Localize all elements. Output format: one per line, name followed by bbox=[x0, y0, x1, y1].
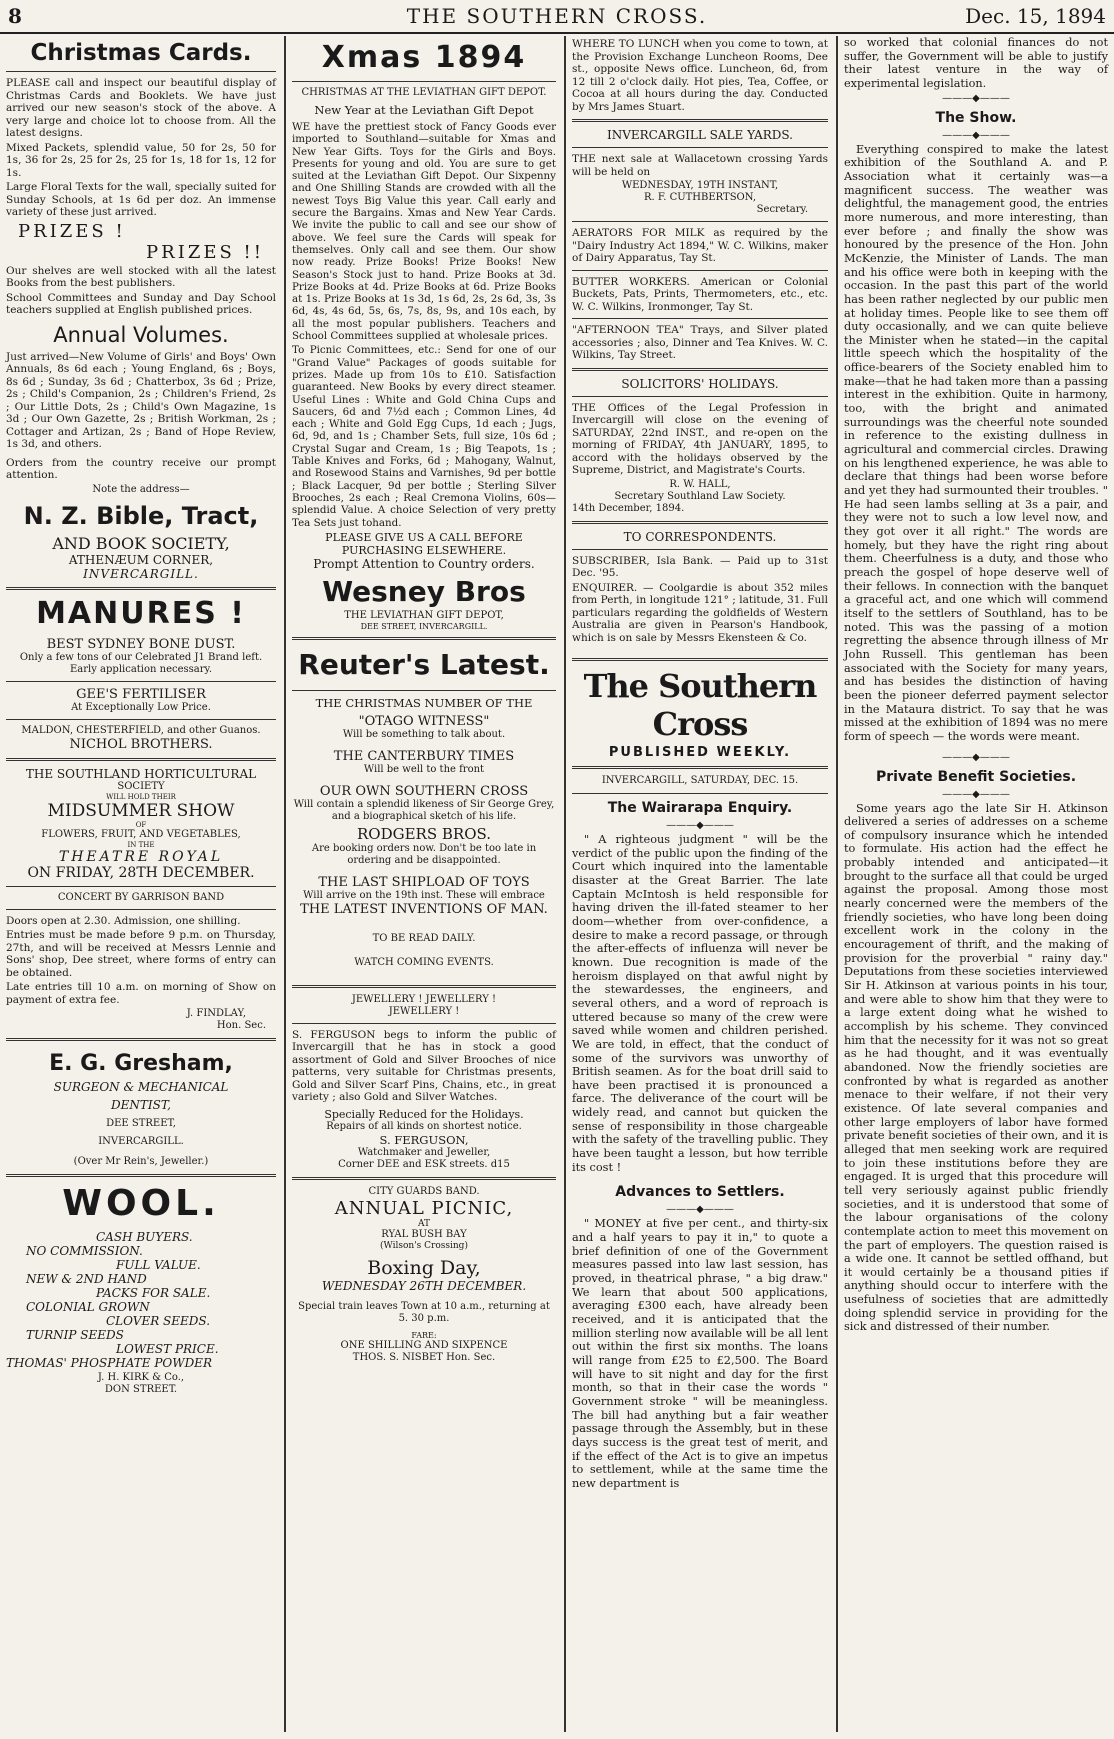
repairs-note: Repairs of all kinds on shortest notice. bbox=[326, 1120, 522, 1132]
prizes-body: Our shelves are well stocked with all the latest Books from the best publishers. bbox=[6, 264, 276, 289]
correspondents-heading: TO CORRESPONDENTS. bbox=[623, 529, 777, 544]
divider bbox=[572, 549, 828, 550]
book-society: AND BOOK SOCIETY, bbox=[52, 533, 230, 553]
fare-label: FARE: bbox=[411, 1330, 437, 1340]
gees-price: At Exceptionally Low Price. bbox=[71, 701, 211, 713]
maldon-guanos: MALDON, CHESTERFIELD, and other Guanos. bbox=[21, 724, 261, 736]
show-body: Everything conspired to make the latest exhibition of the Southland A. and P. Association what it certainly was—a magnificent success. The weather was delightful, the management good, the entries more numerous, and more interesting, than ever before ; and finally the show was honoured by the presence of the Hon. John McKenzie, the Minister of Lands. The man and his office were both in keeping with the occasion. In the past this part of the world has been rather neglected by our public men at holiday times. People like to see them off duty occasionally, and we can quite believe the Minister when he stated—in the capital little speech which the hospitality of the office-bearers of the Society enabled him to make—that he had taken more than a passing interest in the exhibition. Quite in harmony, too, with the bright and animated surroundings was the cheerful note sounded in reference to the existing dullness in agricultural and commercial circles. Drawing on his lengthened experience, he was able to declare that things had been worse before and yet they had surmounted their troubles. " He had seen lambs selling at 3s a pair, and they were not to such a low level now, and they got over it all right." The words are homely, but they have the right ring about them. Cheerfulness is a duty, and those who preach the gospel of hope deserve well of their fellows. In connection with the banquet a graceful act, and one which will commend itself to the settlers of Southland, has to be noted. This was the passing of a motion regretting the absence through illness of Mr John Russell. This gentleman has been associated with the Society for many years, and has besides the distinction of having been the pioneer deferred payment selector in the Mataura district. To say that he was missed at the exhibition of 1894 was no mere form of speech — the words were meant. bbox=[844, 142, 1108, 743]
dentist-label: DENTIST, bbox=[111, 1098, 171, 1112]
lowest-price: LOWEST PRICE. bbox=[116, 1342, 219, 1356]
invercargill-label-2: INVERCARGILL. bbox=[98, 1136, 184, 1147]
christmas-cards-body: PLEASE call and inspect our beautiful display of Christmas Cards and Booklets. We have just arrived our new season's stock of the above. A very large and choice lot to choose from. All the latest designs. bbox=[6, 77, 276, 139]
nichol-brothers: NICHOL BROTHERS. bbox=[69, 736, 213, 752]
divider bbox=[572, 396, 828, 397]
divider bbox=[6, 71, 276, 72]
leviathan-gift-depot: CHRISTMAS AT THE LEVIATHAN GIFT DEPOT. bbox=[301, 87, 547, 98]
late-entries-note: Late entries till 10 a.m. on morning of Show on payment of extra fee. bbox=[6, 981, 276, 1006]
solicitors-heading: SOLICITORS' HOLIDAYS. bbox=[621, 376, 779, 391]
clover-seeds: CLOVER SEEDS. bbox=[106, 1314, 211, 1328]
last-shipload: THE LAST SHIPLOAD OF TOYS bbox=[318, 874, 530, 890]
wairarapa-heading: The Wairarapa Enquiry. bbox=[607, 800, 793, 816]
otago-witness-sub: Will be something to talk about. bbox=[342, 728, 506, 740]
prizes-heading-1: PRIZES ! bbox=[18, 220, 126, 242]
orders-note: Orders from the country receive our prompt attention. bbox=[6, 456, 276, 481]
otago-witness: "OTAGO WITNESS" bbox=[358, 713, 490, 729]
last-shipload-sub: Will arrive on the 19th inst. These will embrace bbox=[303, 889, 545, 901]
published-weekly: PUBLISHED WEEKLY. bbox=[608, 745, 792, 760]
surgeon-label: SURGEON & MECHANICAL bbox=[53, 1080, 229, 1094]
new-hand: NEW & 2ND HAND bbox=[26, 1272, 147, 1286]
bone-dust-note: Only a few tons of our Celebrated J1 Brand left. Early application necessary. bbox=[19, 651, 263, 675]
rodgers-sub: Are booking orders now. Don't be too late in ordering and be disappointed. bbox=[311, 842, 537, 866]
christmas-packets: Mixed Packets, splendid value, 50 for 2s, 50 for 1s, 36 for 2s, 25 for 2s, 25 for 1s, 18 for 1s, 12 for 1s. bbox=[6, 141, 276, 179]
our-own-sub: Will contain a splendid likeness of Sir George Grey, and a biographical sketch of his life. bbox=[293, 798, 555, 822]
southern-cross-masthead: The Southern Cross bbox=[583, 667, 817, 743]
prizes-heading-2: PRIZES !! bbox=[146, 241, 264, 263]
wool-heading: WOOL. bbox=[62, 1183, 220, 1224]
divider bbox=[6, 681, 276, 682]
subscriber-note: SUBSCRIBER, Isla Bank. — Paid up to 31st Dec. '95. bbox=[572, 554, 828, 579]
divider bbox=[292, 1023, 556, 1024]
hall-date: 14th December, 1894. bbox=[572, 502, 685, 514]
nz-bible-tract: N. Z. Bible, Tract, bbox=[23, 501, 259, 530]
column-4 bbox=[836, 36, 1114, 1732]
divider bbox=[572, 270, 828, 271]
divider-ornament: ———◆——— bbox=[942, 129, 1010, 141]
sale-date: WEDNESDAY, 19TH INSTANT, bbox=[621, 180, 779, 191]
divider bbox=[292, 985, 556, 988]
concert-note: CONCERT BY GARRISON BAND bbox=[57, 891, 225, 903]
kirk-co: J. H. KIRK & Co., bbox=[97, 1372, 185, 1383]
divider bbox=[6, 886, 276, 887]
wesney-bros: Wesney Bros bbox=[322, 574, 526, 608]
masthead-title: THE SOUTHERN CROSS. bbox=[406, 4, 708, 28]
findlay-signature: J. FINDLAY, bbox=[186, 1008, 246, 1019]
divider-ornament: ———◆——— bbox=[942, 92, 1010, 104]
divider bbox=[572, 521, 828, 524]
column-2 bbox=[284, 36, 562, 1732]
of-label: OF bbox=[135, 820, 147, 829]
prizes-body-2: School Committees and Sunday and Day School teachers supplied at English published prices. bbox=[6, 291, 276, 316]
private-benefit-heading: Private Benefit Societies. bbox=[875, 768, 1077, 785]
hon-sec: Hon. Sec. bbox=[216, 1020, 266, 1031]
leviathan-depot-address: THE LEVIATHAN GIFT DEPOT, bbox=[344, 609, 504, 621]
ryal-bush-bay: RYAL BUSH BAY bbox=[381, 1228, 467, 1240]
butter-workers-ad: BUTTER WORKERS. American or Colonial Buckets, Pats, Prints, Thermometers, etc., etc. W. C. Wilkins, Ironmonger, Tay St. bbox=[572, 275, 828, 313]
reuters-latest-heading: Reuter's Latest. bbox=[298, 647, 550, 681]
divider bbox=[572, 221, 828, 222]
wednesday-date: WEDNESDAY 26TH DECEMBER. bbox=[321, 1278, 527, 1293]
specially-reduced: Specially Reduced for the Holidays. bbox=[324, 1107, 524, 1121]
leviathan-body-2: To Picnic Committees, etc.: Send for one of our "Grand Value" Packages of goods suitable for prizes. Made up from 10s to £10. Satisfaction guaranteed. New Books by every direct steamer. Useful Lines : White and Gold China Cups and Saucers, 6d and 7½d each ; Common Lines, 4d each ; White and Gold Egg Cups, 1d each ; Jugs, 6d, 9d, and 1s ; Chamber Sets, full size, 10s 6d ; Crystal Sugar and Cream, 1s ; Big Teapots, 1s ; Table Knives and Forks, 6d ; Mahogany, Walnut, and Rosewood Stains and Varnishes, 9d per bottle ; Black Lacquer, 9d per bottle ; Sterling Silver Brooches, 2s each ; Real Cremona Violins, 60s—splendid Value. A choice Selection of very pretty Tea Sets just tohand. bbox=[292, 344, 556, 529]
canterbury-sub: Will be well to the front bbox=[363, 763, 485, 775]
divider bbox=[292, 637, 556, 640]
turnip-seeds: TURNIP SEEDS bbox=[26, 1328, 124, 1342]
dee-street-address: DEE STREET, INVERCARGILL. bbox=[360, 621, 488, 631]
athenaeum-corner: ATHENÆUM CORNER, bbox=[68, 552, 214, 567]
sale-yards-heading: INVERCARGILL SALE YARDS. bbox=[606, 128, 793, 142]
divider-ornament: ———◆——— bbox=[666, 1204, 734, 1216]
watch-events: WATCH COMING EVENTS. bbox=[354, 956, 494, 968]
secretary: Secretary. bbox=[756, 204, 808, 215]
divider bbox=[292, 1177, 556, 1180]
divider bbox=[572, 147, 828, 148]
advances-heading: Advances to Settlers. bbox=[615, 1184, 785, 1201]
wilsons-crossing: (Wilson's Crossing) bbox=[380, 1240, 468, 1251]
hall-signature: R. W. HALL, bbox=[669, 478, 731, 490]
private-benefit-body: Some years ago the late Sir H. Atkinson delivered a series of addresses on a scheme of compulsory insurance which he intended to formulate. His action had the effect he probably intended and anticipated—it brought to the surface all that could be urged against the proposal. Among those most nearly concerned were the members of the friendly societies, who have long been doing excellent work in the colony in the encouragement of thrift, and the making of provision for the proverbial " rainy day." Deputations from these societies interviewed Sir H. Atkinson at various points in his tour, and were able to show him that they were to a large extent doing what he wished to accomplish by his scheme. They convinced him that the necessity for it was not so great as he had thought, and it was eventually abandoned. Now the friendly societies are confronted by what is regarded as another menace to their welfare, if not their very existence. Of late several companies and other large employers of labor have formed private benefit societies of their own, and it is alleged that men seeking work are required to join these institutions before they are engaged. It is urged that this procedure will tell very seriously against public friendly societies, and it is understood that some of the labour organisations of the colony contemplate action to meet this movement on the part of employers. The question raised is a wide one. It cannot be settled offhand, but it would certainly be a thousand pities if anything should occur to interfere with the usefulness of societies that are admittedly doing splendid service in providing for the sick and distressed of their number. bbox=[844, 801, 1108, 1334]
divider-ornament: ———◆——— bbox=[942, 788, 1010, 800]
hall-title: Secretary Southland Law Society. bbox=[614, 490, 786, 502]
watchmaker: Watchmaker and Jeweller, bbox=[357, 1146, 491, 1158]
purchasing-elsewhere: PURCHASING ELSEWHERE. bbox=[341, 543, 507, 557]
flowers-fruit: FLOWERS, FRUIT, AND VEGETABLES, bbox=[41, 828, 241, 840]
manures-heading: MANURES ! bbox=[36, 595, 246, 631]
theatre-royal: THEATRE ROYAL bbox=[58, 848, 224, 865]
divider bbox=[572, 119, 828, 122]
cuthbertson: R. F. CUTHBERTSON, bbox=[643, 192, 757, 203]
prompt-attention: Prompt Attention to Country orders. bbox=[313, 556, 535, 571]
canterbury-times: THE CANTERBURY TIMES bbox=[333, 748, 515, 764]
ferguson-signature: S. FERGUSON, bbox=[379, 1132, 469, 1147]
ferguson-body: S. FERGUSON begs to inform the public of Invercargill that he has in stock a good assortment of Gold and Silver Brooches of nice patterns, very suitable for Christmas presents, Gold and Silver Scarf Pins, Chains, etc., in great variety ; also Gold and Silver Watches. bbox=[292, 1028, 556, 1104]
show-date: ON FRIDAY, 28TH DECEMBER. bbox=[27, 864, 255, 881]
divider bbox=[572, 368, 828, 371]
gees-fertiliser: GEE'S FERTILISER bbox=[76, 686, 206, 702]
gresham-heading: E. G. Gresham, bbox=[49, 1051, 233, 1076]
lunch-ad: WHERE TO LUNCH when you come to town, at the Provision Exchange Luncheon Rooms, Dee st., opposite News office. Luncheon, 6d, from 12 till 2 o'clock daily. Hot pies, Tea, Coffee, or Cocoa at all hours during the day. Conducted by Mrs James Stuart. bbox=[572, 38, 828, 113]
new-year-line: New Year at the Leviathan Gift Depot bbox=[314, 103, 534, 117]
advances-body: " MONEY at five per cent., and thirty-six and a half years to pay it in," to quote a brief definition of one of the Government measures passed into law last session, has proved, in theatrical phrase, " a big draw." We learn that about 500 applications, averaging £300 each, have already been received, and it is anticipated that the million sterling now available will be all lent out within the first six months. The loans will range from £25 to £2,500. The Board will have to sit night and day for the first month, so that in their case the words " Government stroke " will be meaningless. The bill had anything but a fair weather passage through the Assembly, but in these days success is the great test of merit, and if the effect of the Act is to give an impetus to settlement, while at the same time the new department is bbox=[572, 1217, 828, 1490]
entries-note: Entries must be made before 9 p.m. on Thursday, 27th, and will be received at Messrs Lennie and Sons' shop, Dee street, where forms of entry can be obtained. bbox=[6, 929, 276, 979]
leviathan-body: WE have the prettiest stock of Fancy Goods ever imported to Southland—suitable for Xmas and New Year Gifts. Toys for the Girls and Boys. Presents for young and old. You are sure to get suited at the Leviathan Gift Depot. Our Sixpenny and One Shilling Stands are crowded with all the newest Toys Big Value this year. Call early and secure the Bargains. Xmas and New Year Cards. We invite the public to call and see our show of above. We feel sure the Cards will speak for themselves. Only call and see them. Our show now ready. Prize Books! Prize Books! New Season's Stock just to hand. Prize Books at 3d. Prize Books at 4d. Prize Books at 6d. Prize Books at 1s. Prize Books at 1s 3d, 1s 6d, 2s, 2s 6d, 3s, 3s 6d, 4s, 4s 6d, 5s, 6s, 7s, 8s, 9s, and 10s each, by all the most popular publishers. Teachers and School Committees supplied at wholesale prices. bbox=[292, 121, 556, 343]
midsummer-show: MIDSUMMER SHOW bbox=[47, 800, 235, 821]
divider bbox=[572, 793, 828, 794]
divider-ornament: ———◆——— bbox=[666, 820, 734, 831]
jewellery-heading-1: JEWELLERY ! JEWELLERY ! bbox=[351, 993, 497, 1005]
divider bbox=[572, 766, 828, 769]
jewellery-heading-2: JEWELLERY ! bbox=[388, 1005, 460, 1017]
full-value: FULL VALUE. bbox=[116, 1258, 201, 1272]
please-call: PLEASE GIVE US A CALL BEFORE bbox=[325, 530, 523, 544]
rodgers-bros: RODGERS BROS. bbox=[356, 824, 491, 843]
christmas-number: THE CHRISTMAS NUMBER OF THE bbox=[315, 695, 533, 710]
divider-ornament: ———◆——— bbox=[942, 751, 1010, 763]
in-the-label: IN THE bbox=[127, 840, 155, 849]
enquirer-note: ENQUIRER. — Coolgardie is about 352 miles from Perth, in longitude 121° ; latitude, 31. Full particulars regarding the goldfields of Western Australia are given in Pearson's Handbook, which is on sale by Messrs Ekensteen & Co. bbox=[572, 581, 828, 644]
divider bbox=[292, 81, 556, 82]
column-3 bbox=[564, 36, 834, 1732]
cash-buyers: CASH BUYERS. bbox=[96, 1230, 193, 1244]
horticultural-society-3: WILL HOLD THEIR bbox=[106, 792, 176, 801]
divider bbox=[6, 1038, 276, 1041]
don-street: DON STREET. bbox=[104, 1384, 178, 1395]
horticultural-society-2: SOCIETY bbox=[117, 780, 165, 792]
packs-for-sale: PACKS FOR SALE. bbox=[96, 1286, 211, 1300]
read-daily: TO BE READ DAILY. bbox=[372, 932, 476, 944]
divider bbox=[6, 758, 276, 761]
dateline: INVERCARGILL, SATURDAY, DEC. 15. bbox=[601, 775, 799, 786]
over-rein: (Over Mr Rein's, Jeweller.) bbox=[73, 1156, 209, 1167]
annual-picnic: ANNUAL PICNIC, bbox=[334, 1197, 514, 1219]
colonial-grown: COLONIAL GROWN bbox=[26, 1300, 150, 1314]
afternoon-tea-ad: "AFTERNOON TEA" Trays, and Silver plated accessories ; also, Dinner and Tea Knives. W. C. Wilkins, Tay Street. bbox=[572, 324, 828, 361]
wairarapa-body: " A righteous judgment " will be the verdict of the public upon the finding of the Court which inquired into the lamentable disaster at the Great Barrier. The late Captain McIntosh is held responsible for having driven the ill-fated steamer to her doom—whether from over-confidence, a desire to make a record passage, or through the after-effects of influenza will never be known. Due recognition is made of the heroism displayed on that awful night by the stewardesses, the engineers, and several others, and a word of reproach is uttered because so many of the crew were saved while women and children perished. We are told, in effect, that the conduct of some of the survivors was unworthy of British seamen. As for the boat drill said to have been practised it is pronounced a farce. The deliverance of the court will be widely read, and cannot but quicken the sense of responsibility in those chargeable with the safety of the travelling public. They have been taught a lesson, but how terrible its cost ! bbox=[572, 833, 828, 1174]
annual-volumes-body: Just arrived—New Volume of Girls' and Boys' Own Annuals, 8s 6d each ; Young England, 6s ; Boys, 8s 6d ; Sunday, 3s 6d ; Chatterbox, 3s 6d ; Prize, 2s ; Child's Companion, 2s ; Children's Friend, 2s ; Our Little Dots, 2s ; Child's Own Magazine, 1s 3d ; Our Own Gazette, 2s ; British Workman, 2s ; Cottager and Artizan, 2s ; Band of Hope Review, 1s 3d, and others. bbox=[6, 350, 276, 450]
christmas-texts: Large Floral Texts for the wall, specially suited for Sunday Schools, at 1s 6d per doz. An immense variety of these just arrived. bbox=[6, 181, 276, 218]
divider bbox=[6, 1174, 276, 1177]
divider bbox=[572, 658, 828, 661]
divider bbox=[292, 690, 556, 691]
sale-yards-body: THE next sale at Wallacetown crossing Yards will be held on bbox=[572, 153, 828, 178]
phosphate-powder: THOMAS' PHOSPHATE POWDER bbox=[6, 1356, 212, 1370]
latest-inventions: THE LATEST INVENTIONS OF MAN. bbox=[300, 901, 548, 917]
no-commission: NO COMMISSION. bbox=[26, 1244, 143, 1258]
page-date: Dec. 15, 1894 bbox=[965, 4, 1106, 28]
address-note: Note the address— bbox=[92, 483, 190, 495]
divider bbox=[6, 719, 276, 720]
page-number: 8 bbox=[8, 4, 22, 28]
nisbet-signature: THOS. S. NISBET Hon. Sec. bbox=[352, 1351, 496, 1363]
solicitors-body: THE Offices of the Legal Profession in Invercargill will close on the evening of SATURDAY, 22nd INST., and re-open on the morning of FRIDAY, 4th JANUARY, 1895, to accord with the holidays observed by the Supreme, District, and Magistrate's Courts. bbox=[572, 401, 828, 476]
bone-dust: BEST SYDNEY BONE DUST. bbox=[46, 636, 236, 652]
xmas-1894-heading: Xmas 1894 bbox=[321, 40, 527, 75]
divider bbox=[6, 909, 276, 910]
fare-value: ONE SHILLING AND SIXPENCE bbox=[340, 1339, 508, 1351]
divider bbox=[6, 587, 276, 590]
doors-note: Doors open at 2.30. Admission, one shilling. bbox=[6, 914, 241, 927]
christmas-cards-heading: Christmas Cards. bbox=[30, 40, 252, 66]
city-guards-band: CITY GUARDS BAND. bbox=[368, 1185, 480, 1197]
boxing-day: Boxing Day, bbox=[367, 1256, 481, 1279]
at-label: AT bbox=[417, 1218, 430, 1229]
advances-continued: so worked that colonial finances do not suffer, the Government will be able to justify their latest venture in the way of experimental legislation. bbox=[844, 36, 1108, 90]
column-1 bbox=[0, 36, 282, 1732]
invercargill-label: INVERCARGILL. bbox=[83, 566, 199, 581]
horticultural-society-1: THE SOUTHLAND HORTICULTURAL bbox=[25, 766, 257, 781]
aerators-ad: AERATORS FOR MILK as required by the "Dairy Industry Act 1894," W. C. Wilkins, maker of Dairy Apparatus, Tay St. bbox=[572, 227, 828, 264]
special-train: Special train leaves Town at 10 a.m., returning at 5. 30 p.m. bbox=[298, 1300, 550, 1324]
show-heading: The Show. bbox=[935, 109, 1017, 126]
dee-street: DEE STREET, bbox=[106, 1118, 176, 1129]
page-header bbox=[0, 0, 1114, 34]
divider bbox=[572, 318, 828, 319]
annual-volumes-heading: Annual Volumes. bbox=[53, 322, 229, 347]
our-own-southern-cross: OUR OWN SOUTHERN CROSS bbox=[319, 783, 529, 799]
corner-dee-esk: Corner DEE and ESK streets. d15 bbox=[338, 1158, 510, 1170]
